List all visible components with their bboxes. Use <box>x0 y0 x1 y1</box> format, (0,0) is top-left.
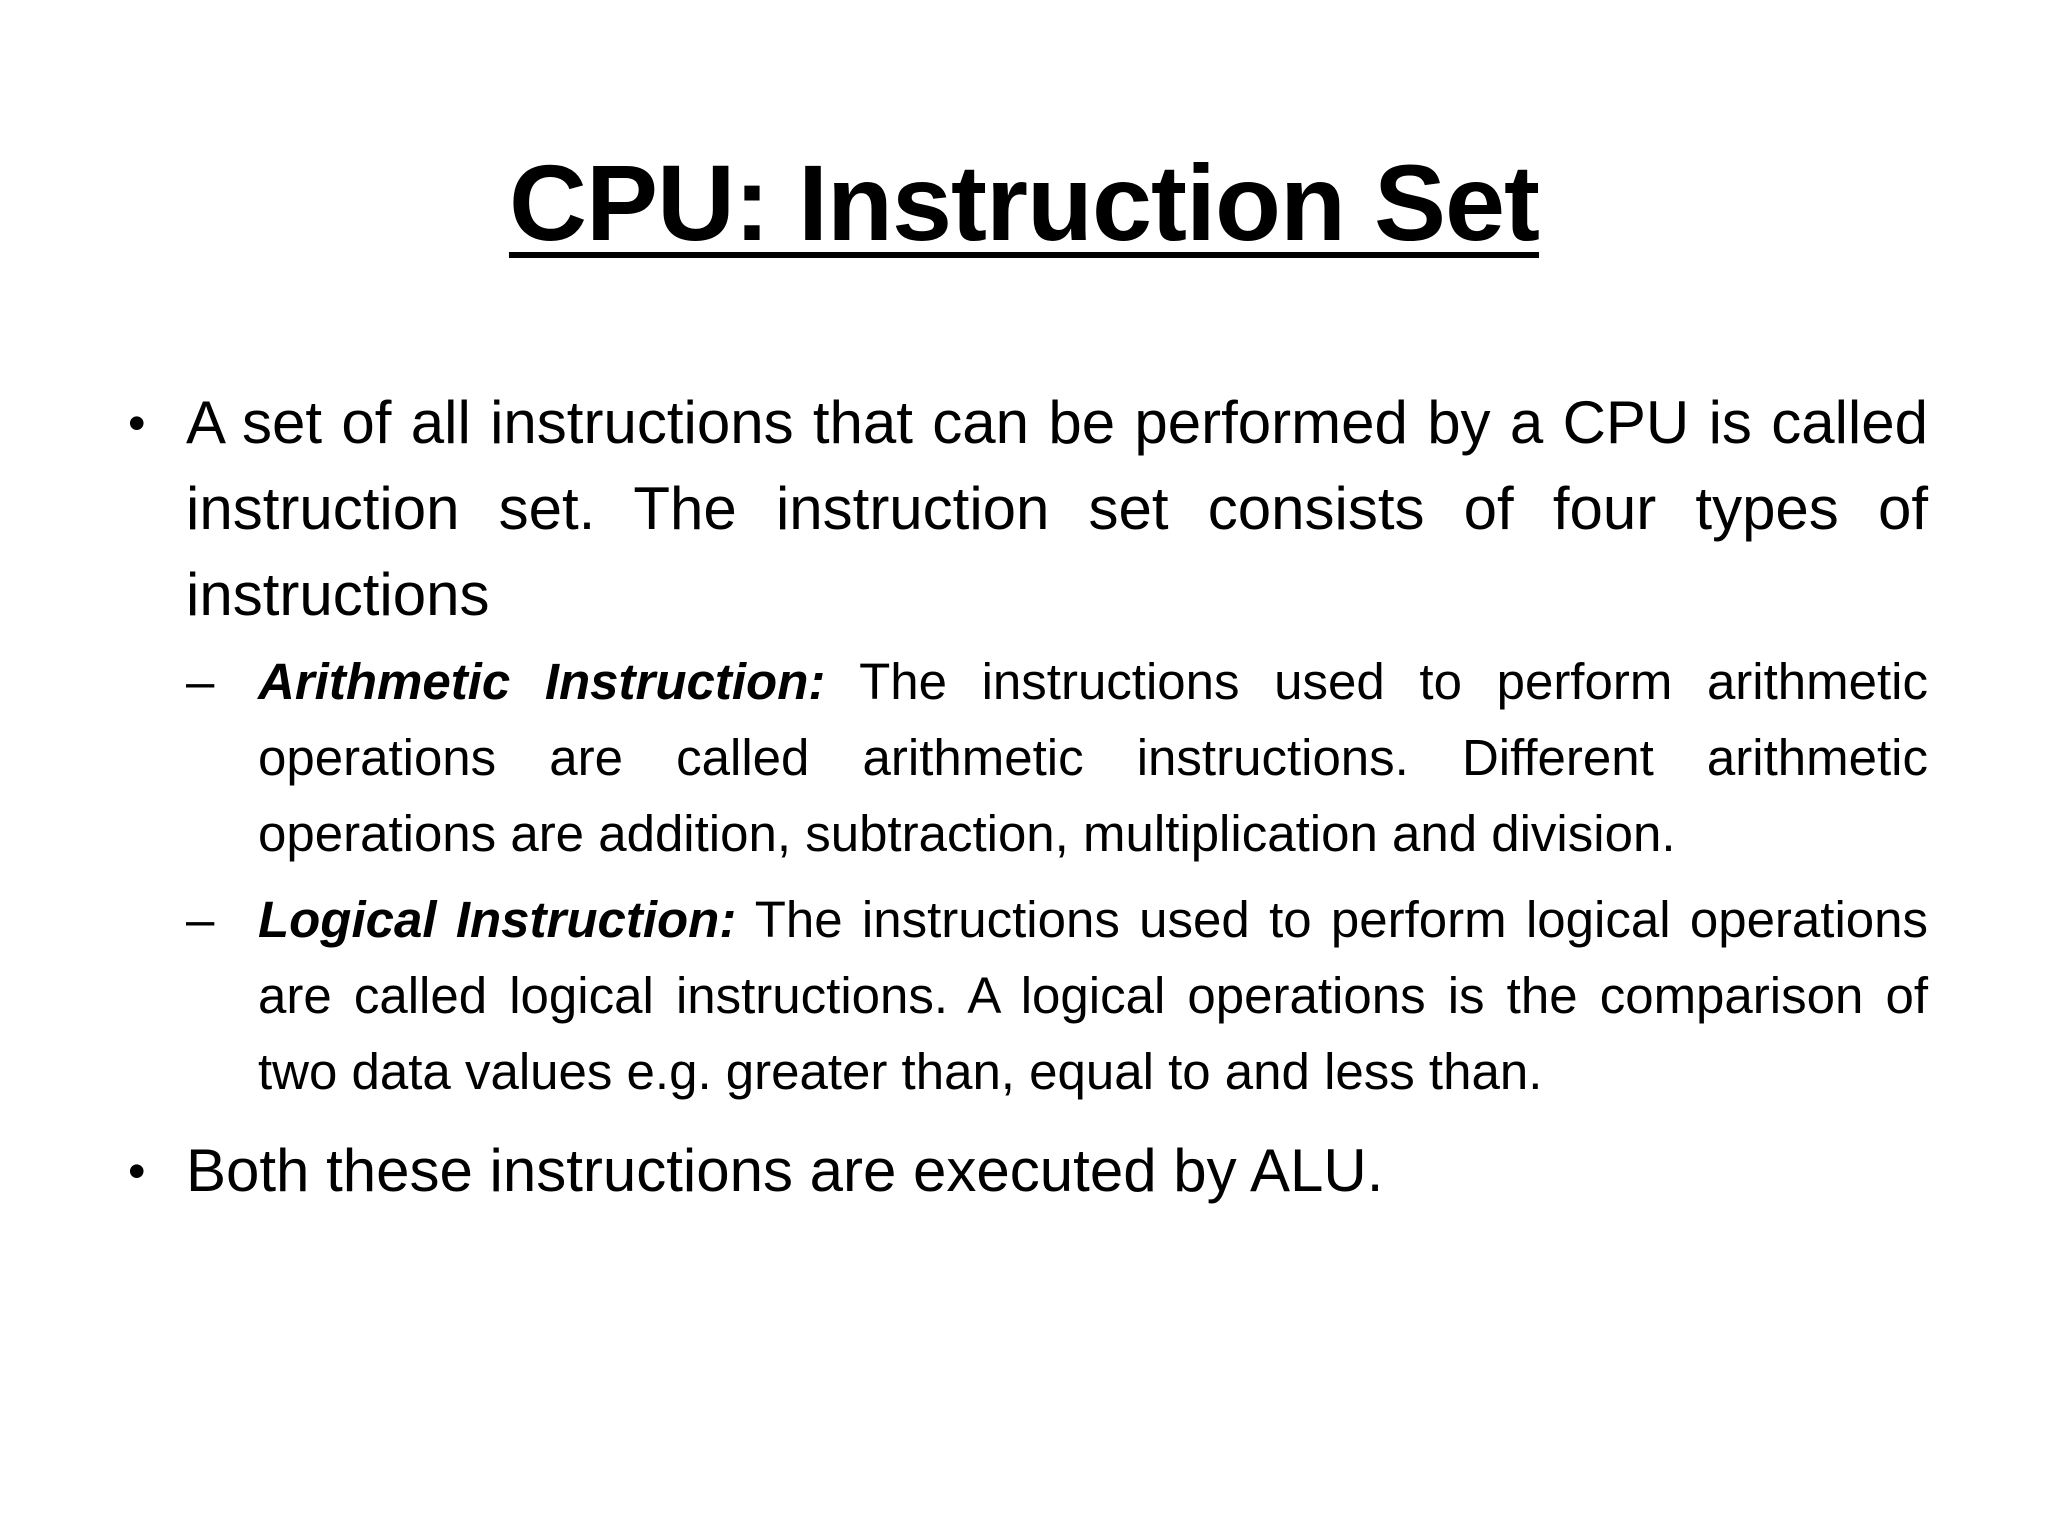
slide-title <box>0 138 2048 268</box>
sub-bullet-text: The instructions used to perform logical operations are called logical instructions. A logical operations is the comparison of two data values e.g. greater than, equal to and less than. <box>258 891 1929 1100</box>
sub-bullet-arithmetic <box>186 644 1928 872</box>
sub-bullet-text: The instructions used to perform arithmetic operations are called arithmetic instructions. Different arithmetic operations are addition, subtraction, multiplication and division. <box>258 653 1929 862</box>
term-arithmetic: Arithmetic Instruction: <box>258 653 826 710</box>
bullet-instruction-set <box>128 380 1928 638</box>
sub-bullet-logical <box>186 882 1928 1110</box>
bullet-alu <box>128 1128 1928 1214</box>
bullet-text: Both these instructions are executed by ALU. <box>186 1137 1384 1204</box>
sub-bullet-marker: – <box>186 653 215 710</box>
bullet-marker: • <box>128 395 146 451</box>
slide-content <box>128 380 1928 1214</box>
term-logical: Logical Instruction: <box>258 891 737 948</box>
slide-title-text: CPU: Instruction Set <box>508 142 1540 263</box>
bullet-text: A set of all instructions that can be performed by a CPU is called instruction set. The instruction set consists of four types of instructions <box>186 389 1928 628</box>
bullet-marker: • <box>128 1143 146 1199</box>
sub-bullet-marker: – <box>186 891 215 948</box>
